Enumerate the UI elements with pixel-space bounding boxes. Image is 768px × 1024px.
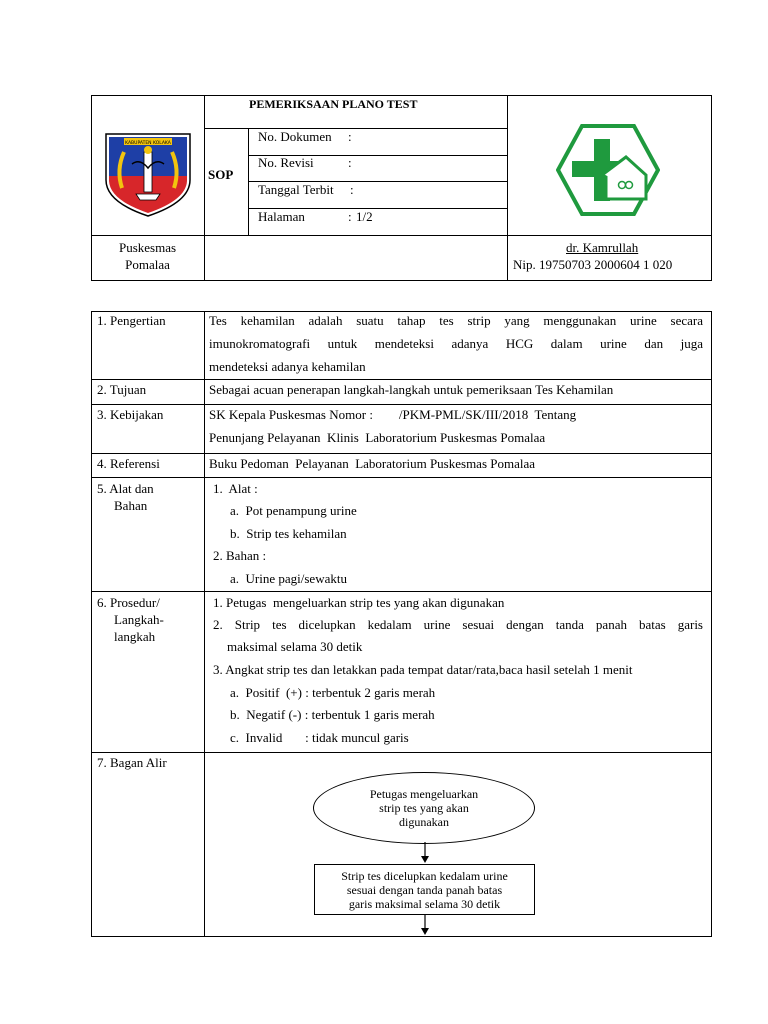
flowchart-step-box — [314, 864, 535, 915]
kebijakan-line2: Penunjang Pelayanan Klinis Laboratorium Puskesmas Pomalaa — [209, 430, 546, 445]
regency-logo — [102, 128, 194, 218]
pengertian-line: imunokromatografi untuk mendeteksi adanya HCG dalam urine dan juga — [209, 336, 703, 351]
flowchart-start-ellipse — [313, 772, 535, 844]
field-label-no-dokumen: No. Dokumen — [258, 129, 332, 144]
signer-name: dr. Kamrullah — [566, 240, 639, 255]
section-label-prosedur: langkah — [114, 629, 156, 644]
procedure-step: 3. Angkat strip tes dan letakkan pada tempat datar/rata,baca hasil setelah 1 menit — [213, 662, 633, 677]
bahan-item: a. Urine pagi/sewaktu — [230, 571, 347, 586]
flow-arrow — [418, 914, 432, 936]
field-value-halaman: 1/2 — [356, 209, 373, 224]
org-name-line1: Puskesmas — [118, 240, 177, 255]
field-sep: : — [348, 129, 352, 144]
org-name-line2: Pomalaa — [125, 257, 170, 272]
field-sep: : — [350, 182, 354, 197]
puskesmas-logo — [556, 123, 660, 217]
section-label-referensi: 4. Referensi — [97, 456, 160, 471]
alat-heading: 1. Alat : — [213, 481, 258, 496]
procedure-step: maksimal selama 30 detik — [227, 639, 363, 654]
result-item: b. Negatif (-) : terbentuk 1 garis merah — [230, 707, 435, 722]
header-divider — [507, 95, 508, 281]
flow-text: Petugas mengeluarkan — [369, 787, 479, 801]
document-title: PEMERIKSAAN PLANO TEST — [249, 97, 418, 111]
header-divider — [204, 128, 507, 129]
flow-text: garis maksimal selama 30 detik — [348, 896, 501, 911]
section-label-tujuan: 2. Tujuan — [97, 382, 147, 397]
section-label-pengertian: 1. Pengertian — [97, 313, 166, 328]
logo-banner-text: KABUPATEN KOLAKA — [125, 141, 171, 146]
alat-item: b. Strip tes kehamilan — [230, 526, 347, 541]
field-label-tanggal-terbit: Tanggal Terbit — [258, 182, 334, 197]
flow-arrow — [418, 842, 432, 864]
result-item: c. Invalid : tidak muncul garis — [230, 730, 409, 745]
field-sep: : — [348, 155, 352, 170]
bahan-heading: 2. Bahan : — [213, 548, 267, 563]
table-divider — [91, 752, 712, 753]
alat-item: a. Pot penampung urine — [230, 503, 357, 518]
section-label-alat: 5. Alat dan — [97, 481, 154, 496]
flow-text: sesuai dengan tanda panah batas — [346, 882, 503, 897]
section-label-prosedur: Langkah- — [114, 612, 164, 627]
section-label-bagan-alir: 7. Bagan Alir — [97, 755, 167, 770]
flow-text: Strip tes dicelupkan kedalam urine — [341, 868, 508, 883]
kebijakan-line1: SK Kepala Puskesmas Nomor : /PKM-PML/SK/III/2018 Tentang — [209, 407, 577, 422]
header-divider — [204, 95, 205, 281]
flow-text: strip tes yang akan — [379, 801, 469, 815]
section-label-bahan: Bahan — [114, 498, 148, 513]
procedure-step: 2. Strip tes dicelupkan kedalam urine sesuai dengan tanda panah batas garis — [213, 617, 703, 632]
pengertian-line: mendeteksi adanya kehamilan — [209, 359, 366, 374]
sop-label: SOP — [208, 167, 234, 182]
procedure-step: 1. Petugas mengeluarkan strip tes yang akan digunakan — [213, 595, 505, 610]
result-item: a. Positif (+) : terbentuk 2 garis merah — [230, 685, 436, 700]
referensi-text: Buku Pedoman Pelayanan Laboratorium Puskesmas Pomalaa — [209, 456, 536, 471]
table-divider — [91, 404, 712, 405]
field-label-halaman: Halaman — [258, 209, 305, 224]
signer-nip: Nip. 19750703 2000604 1 020 — [513, 257, 673, 272]
table-divider — [91, 477, 712, 478]
pengertian-line: Tes kehamilan adalah suatu tahap tes strip yang menggunakan urine secara — [209, 313, 703, 328]
header-divider — [91, 235, 712, 236]
tujuan-text: Sebagai acuan penerapan langkah-langkah untuk pemeriksaan Tes Kehamilan — [209, 382, 614, 397]
field-sep: : — [348, 209, 352, 224]
table-divider — [91, 379, 712, 380]
flow-text: digunakan — [399, 815, 449, 829]
section-label-kebijakan: 3. Kebijakan — [97, 407, 164, 422]
section-label-prosedur: 6. Prosedur/ — [97, 595, 160, 610]
table-divider — [91, 453, 712, 454]
field-label-no-revisi: No. Revisi — [258, 155, 314, 170]
table-divider — [91, 591, 712, 592]
